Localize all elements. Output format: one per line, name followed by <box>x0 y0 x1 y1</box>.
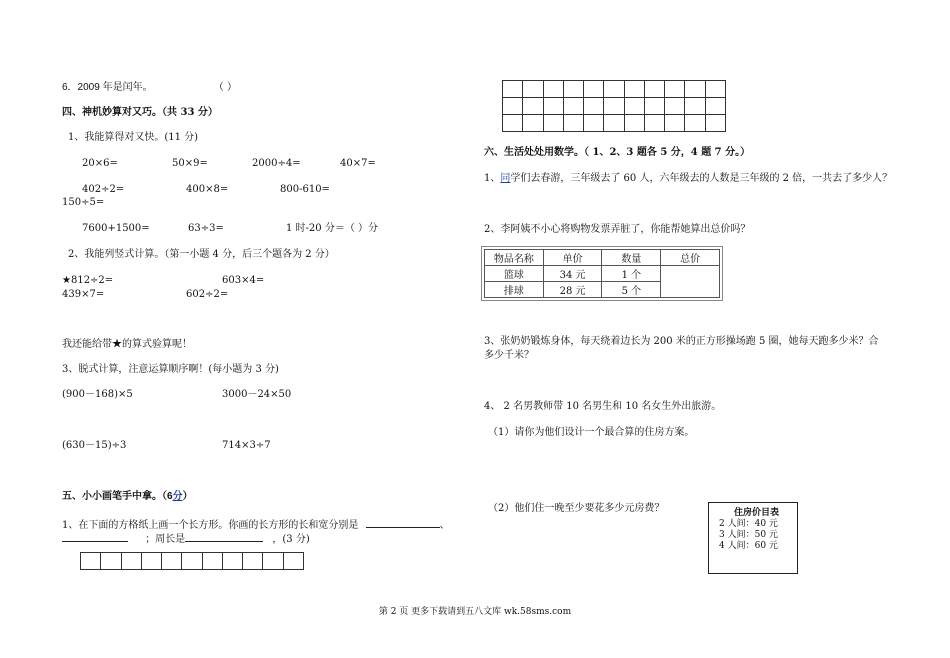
calc-item: 800-610= <box>280 184 330 195</box>
calc-item: 2000÷4= <box>252 158 301 169</box>
s6-q1-text: 学们去春游，三年级去了 60 人，六年级去的人数是三年级的 2 倍，一共去了多少人？ <box>510 173 893 184</box>
blank-perimeter[interactable] <box>185 531 263 542</box>
table-cell: 5 个 <box>602 282 661 298</box>
section-5-score: 6 <box>167 491 173 502</box>
s4-q2-title: 2、我能列竖式计算。（第一小题 4 分，后三个题各为 2 分） <box>68 249 335 260</box>
calc-item: 20×6= <box>82 158 118 169</box>
price-list-item: 3 人间：50 元 <box>719 530 778 540</box>
s6-q4: 4、 2 名男教师带 10 名男生和 10 名女生外出旅游。 <box>484 401 722 412</box>
calc-item: 1 时-20 分＝（ ）分 <box>286 223 379 234</box>
s5-q1-line2 <box>62 531 310 546</box>
grid-paper-right[interactable] <box>502 80 726 132</box>
table-header: 数量 <box>602 250 661 266</box>
vertical-calc-item: 603×4= <box>222 275 265 286</box>
total-cell[interactable] <box>661 266 720 298</box>
table-header: 总价 <box>661 250 720 266</box>
table-cell: 篮球 <box>485 266 544 282</box>
price-list-item: 4 人间：60 元 <box>719 541 778 551</box>
expr-item: (630－15)÷3 <box>62 440 127 451</box>
question-6 <box>62 82 237 94</box>
check-note: 我还能给带★的算式验算呢！ <box>62 339 192 350</box>
s5-q1-sep: 、 <box>439 520 450 531</box>
table-cell: 34 元 <box>543 266 602 282</box>
table-cell: 排球 <box>485 282 544 298</box>
price-list-item: 2 人间：40 元 <box>719 519 778 529</box>
s5-q1-line1 <box>62 517 450 532</box>
grid-paper-left[interactable] <box>80 552 304 570</box>
table-cell: 28 元 <box>543 282 602 298</box>
s6-q1-link[interactable]: 同 <box>500 173 511 184</box>
vertical-calc-item: 602÷2= <box>186 289 229 300</box>
calc-item: 63÷3= <box>188 223 224 234</box>
section-6-title: 六、生活处处用数学。（ 1、2、3 题各 5 分，4 题 7 分。） <box>484 147 751 158</box>
table-cell: 1 个 <box>602 266 661 282</box>
table-row <box>485 266 720 282</box>
section-5-title <box>62 491 193 503</box>
invoice-table <box>484 249 720 298</box>
calc-item: 150÷5= <box>62 197 105 208</box>
s6-q1-num: 1、 <box>484 173 501 184</box>
s6-q4-part2: （2）他们住一晚至少要花多少元房费？ <box>488 503 665 514</box>
calc-item: 40×7= <box>340 158 376 169</box>
calc-item: 7600+1500= <box>82 223 150 234</box>
s6-q3-line2: 多少千米？ <box>484 350 534 361</box>
price-list-title: 住房价目表 <box>734 508 780 518</box>
calc-item: 402÷2= <box>82 184 125 195</box>
section-4-title: 四、神机妙算对又巧。（共 33 分） <box>62 107 218 118</box>
expr-item: (900－168)×5 <box>62 389 133 400</box>
answer-paren: （ ） <box>213 82 237 93</box>
table-header: 物品名称 <box>485 250 544 266</box>
vertical-calc-item: 439×7= <box>62 289 105 300</box>
section-5-score-link[interactable]: 分 <box>172 491 183 502</box>
blank-length[interactable] <box>366 517 440 528</box>
expr-item: 3000－24×50 <box>222 389 292 400</box>
s6-q1 <box>484 173 892 185</box>
s6-q2: 2、李阿姨不小心将购物发票弄脏了，你能帮她算出总价吗？ <box>484 224 751 235</box>
s5-q1-score: ，(3 分) <box>272 534 310 545</box>
section-5-label: 五、小小画笔手中拿。（ <box>62 491 167 502</box>
calc-item: 400×8= <box>186 184 229 195</box>
expr-item: 714×3÷7 <box>222 440 271 451</box>
price-list-box <box>708 502 798 574</box>
s4-q1-title: 1、我能算得对又快。(11 分) <box>68 132 199 143</box>
table-header-row <box>485 250 720 266</box>
s6-q3-line1: 3、张奶奶锻炼身体，每天绕着边长为 200 米的正方形操场跑 5 圈，她每天跑多少米？合 <box>484 336 879 347</box>
page-footer: 第 2 页 更多下载请到五八文库 wk.58sms.com <box>378 607 572 617</box>
s5-q1-perimeter-text: ；周长是 <box>145 534 186 545</box>
blank-width[interactable] <box>62 531 128 542</box>
s6-q4-part1: （1）请你为他们设计一个最合算的住房方案。 <box>488 427 695 438</box>
s4-q3-title: 3、脱式计算，注意运算顺序啊！(每小题为 3 分) <box>62 364 279 375</box>
section-5-close: ） <box>182 491 193 502</box>
calc-item: 50×9= <box>172 158 208 169</box>
question-6-text: 6．2009 年是闰年。 <box>62 82 153 93</box>
table-header: 单价 <box>543 250 602 266</box>
vertical-calc-item: ★812÷2= <box>62 275 114 286</box>
s5-q1-text: 1、在下面的方格纸上画一个长方形。你画的长方形的长和宽分别是 <box>62 520 359 531</box>
